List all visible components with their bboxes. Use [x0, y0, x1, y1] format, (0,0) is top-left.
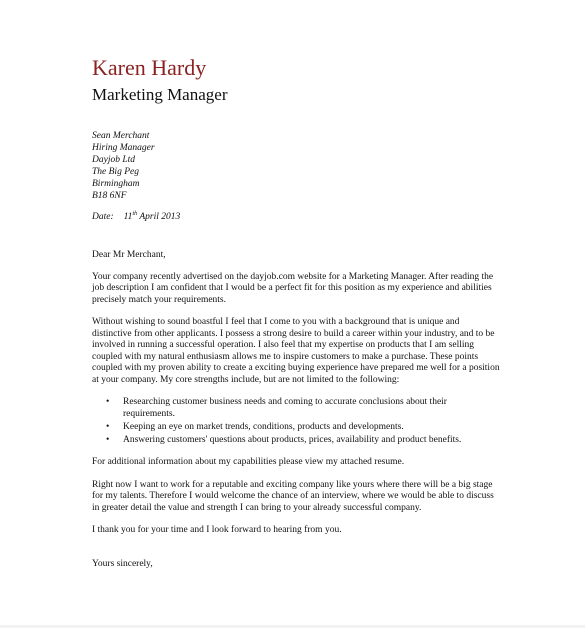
recipient-postcode: B18 6NF [92, 191, 127, 201]
date-month-year: April 2013 [139, 212, 181, 222]
list-item-text: Answering customers' questions about products, prices, availability and product benefits. [123, 434, 462, 445]
date-label: Date: [92, 212, 114, 222]
date-day: 11 [123, 212, 133, 222]
paragraph-intro: Your company recently advertised on the dayjob.com website for a Marketing Manager. After reading the job description I am confident that I would be a perfect fit for this position as my experience and abilities precisely match your requirements. [92, 271, 494, 305]
sender-job-title: Marketing Manager [92, 85, 228, 104]
paragraph-thanks: I thank you for your time and I look forward to hearing from you. [92, 525, 342, 535]
bullet-icon: • [106, 397, 110, 407]
bullet-icon: • [106, 434, 110, 445]
letter-body [92, 250, 500, 548]
recipient-position: Hiring Manager [92, 143, 155, 153]
recipient-company: Dayjob Ltd [92, 155, 136, 165]
salutation: Dear Mr Merchant, [92, 250, 166, 260]
list-item [106, 421, 500, 434]
recipient-name: Sean Merchant [92, 131, 150, 141]
strengths-list [92, 397, 500, 446]
recipient-address [92, 130, 155, 202]
list-item-text: Keeping an eye on market trends, conditions, products and developments. [123, 421, 404, 432]
bullet-icon: • [106, 421, 110, 432]
recipient-city: Birmingham [92, 179, 140, 189]
list-item-text: Researching customer business needs and coming to accurate conclusions about their requirements. [123, 397, 447, 419]
list-item [106, 434, 500, 447]
letter-date [92, 211, 180, 223]
date-day-suffix: th [132, 211, 138, 217]
paragraph-resume: For additional information about my capabilities please view my attached resume. [92, 457, 405, 467]
recipient-street: The Big Peg [92, 167, 139, 177]
paragraph-strengths: Without wishing to sound boastful I feel that I come to you with a background that is unique and distinctive from other applicants. I possess a strong desire to build a career within your industry, and to be involved in running a successful operation. I also feel that my expertise on products that I am selling coupled with my natural enthusiasm allows me to inspire customers to make a purchase. These points coupled with my proven ability to create a exciting buying experience have prepared me well for a position at your company. My core strengths include, but are not limited to the following: [92, 317, 500, 385]
sender-name: Karen Hardy [92, 55, 207, 80]
list-item [106, 397, 500, 420]
closing: Yours sincerely, [92, 559, 153, 569]
paragraph-interview: Right now I want to work for a reputable and exciting company like yours where there will be a big stage for my talents. Therefore I would welcome the chance of an interview, where we would be able to discuss in greater detail the value and strength I can bring to your already successful company. [92, 479, 494, 513]
